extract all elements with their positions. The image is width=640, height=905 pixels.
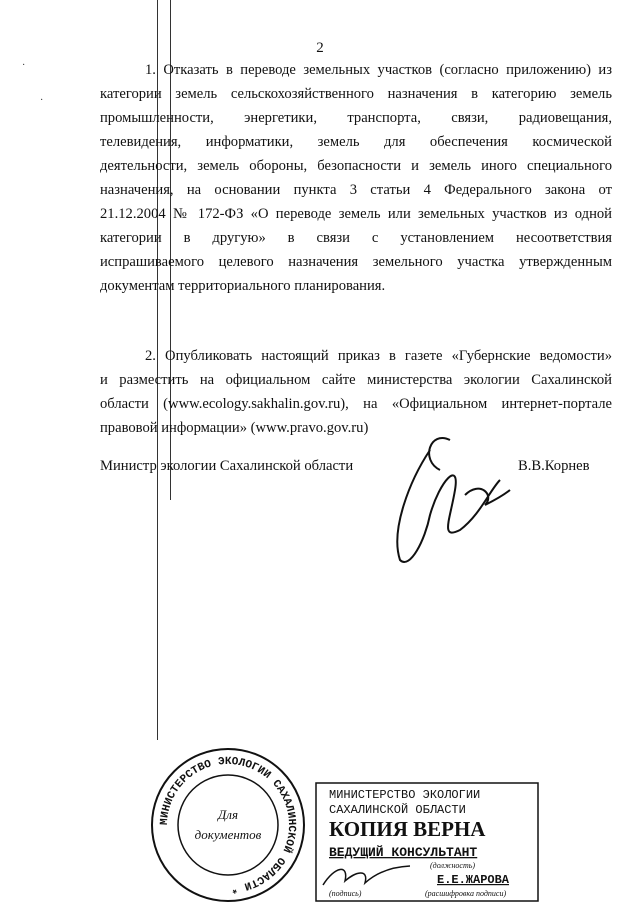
copy-stamp-signature bbox=[323, 866, 410, 885]
text-line: деятельности, земель обороны, безопасности и земель иного специального bbox=[100, 158, 612, 174]
text-line: назначения, на основании пункта 3 статьи 4 Федерального закона от bbox=[100, 182, 612, 198]
text-line: категории в другую» в связи с установлением несоответствия bbox=[100, 230, 612, 246]
round-stamp-center-2: документов bbox=[194, 827, 262, 842]
text-line: 2. Опубликовать настоящий приказ в газете «Губернские ведомости» bbox=[145, 348, 612, 364]
text-line: правовой информации» (www.pravo.gov.ru) bbox=[100, 420, 369, 436]
copy-stamp-name-caption: (расшифровка подписи) bbox=[425, 889, 507, 898]
handwritten-signature bbox=[370, 420, 515, 580]
copy-stamp-title: КОПИЯ ВЕРНА bbox=[329, 817, 486, 841]
page-number: 2 bbox=[316, 40, 324, 56]
scan-speck: · bbox=[22, 60, 26, 71]
signatory-title: Министр экологии Сахалинской области bbox=[100, 458, 354, 474]
signatory-name: В.В.Корнев bbox=[518, 458, 590, 474]
round-stamp-center-1: Для bbox=[218, 807, 238, 822]
copy-stamp bbox=[315, 782, 540, 903]
text-line: промышленности, энергетики, транспорта, связи, радиовещания, bbox=[100, 110, 612, 126]
svg-text:МИНИСТЕРСТВО ЭКОЛОГИИ САХАЛИНС bbox=[159, 756, 297, 894]
text-line: и разместить на официальном сайте министерства экологии Сахалинской bbox=[100, 372, 612, 388]
round-stamp-ring-text: МИНИСТЕРСТВО ЭКОЛОГИИ САХАЛИНСКОЙ ОБЛАСТИ * bbox=[158, 755, 298, 895]
copy-stamp-line1: МИНИСТЕРСТВО ЭКОЛОГИИ bbox=[329, 788, 481, 802]
text-line: 1. Отказать в переводе земельных участков (согласно приложению) из bbox=[145, 62, 612, 78]
text-line: телевидения, информатики, земель для обеспечения космической bbox=[100, 134, 612, 150]
copy-stamp-signature-caption: (подпись) bbox=[329, 889, 362, 898]
text-line: документам территориального планирования. bbox=[100, 278, 386, 294]
text-line: области (www.ecology.sakhalin.gov.ru), на «Официальном интернет-портале bbox=[100, 396, 612, 412]
copy-stamp-line2: САХАЛИНСКОЙ ОБЛАСТИ bbox=[329, 803, 466, 817]
copy-stamp-position: ВЕДУЩИЙ КОНСУЛЬТАНТ bbox=[329, 845, 478, 860]
copy-stamp-name: Е.Е.ЖАРОВА bbox=[437, 873, 510, 887]
scan-speck: · bbox=[40, 95, 44, 106]
text-line: категории земель сельскохозяйственного назначения в категорию земель bbox=[100, 86, 612, 102]
copy-stamp-position-caption: (должность) bbox=[430, 861, 476, 870]
round-stamp bbox=[148, 745, 308, 905]
text-line: 21.12.2004 № 172-ФЗ «О переводе земель или земельных участков из одной bbox=[100, 206, 612, 222]
text-line: испрашиваемого целевого назначения земельного участка утвержденным bbox=[100, 254, 612, 270]
